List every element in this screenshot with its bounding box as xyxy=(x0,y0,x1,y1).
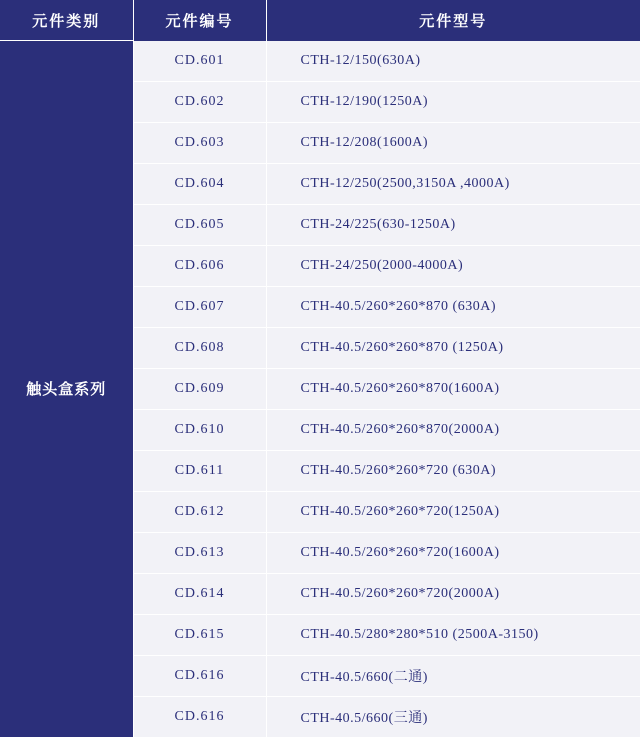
column-header-code: 元件编号 xyxy=(133,0,266,41)
column-header-category: 元件类别 xyxy=(0,0,133,41)
component-code: CD.616 xyxy=(133,696,266,737)
column-header-model: 元件型号 xyxy=(266,0,640,41)
component-code: CD.613 xyxy=(133,532,266,573)
component-model: CTH-24/250(2000-4000A) xyxy=(266,245,640,286)
component-code: CD.605 xyxy=(133,204,266,245)
table-header-row xyxy=(0,0,640,41)
component-code: CD.604 xyxy=(133,163,266,204)
component-model: CTH-40.5/660(三通) xyxy=(266,696,640,737)
component-model: CTH-40.5/260*260*870(1600A) xyxy=(266,368,640,409)
component-model: CTH-40.5/260*260*870 (1250A) xyxy=(266,327,640,368)
component-code: CD.607 xyxy=(133,286,266,327)
component-model: CTH-12/250(2500,3150A ,4000A) xyxy=(266,163,640,204)
component-code: CD.614 xyxy=(133,573,266,614)
component-model: CTH-12/190(1250A) xyxy=(266,81,640,122)
table-header xyxy=(0,0,640,41)
component-code: CD.602 xyxy=(133,81,266,122)
component-model: CTH-40.5/260*260*720 (630A) xyxy=(266,450,640,491)
table-row xyxy=(0,41,640,82)
component-model: CTH-40.5/660(二通) xyxy=(266,655,640,696)
component-code: CD.608 xyxy=(133,327,266,368)
component-model: CTH-40.5/280*280*510 (2500A-3150) xyxy=(266,614,640,655)
component-model: CTH-12/208(1600A) xyxy=(266,122,640,163)
component-code: CD.601 xyxy=(133,41,266,82)
component-code: CD.616 xyxy=(133,655,266,696)
component-model: CTH-40.5/260*260*720(1600A) xyxy=(266,532,640,573)
component-model: CTH-40.5/260*260*870 (630A) xyxy=(266,286,640,327)
component-code: CD.603 xyxy=(133,122,266,163)
component-code: CD.606 xyxy=(133,245,266,286)
component-model: CTH-40.5/260*260*720(1250A) xyxy=(266,491,640,532)
component-code: CD.609 xyxy=(133,368,266,409)
component-model: CTH-40.5/260*260*720(2000A) xyxy=(266,573,640,614)
component-code: CD.610 xyxy=(133,409,266,450)
component-code: CD.612 xyxy=(133,491,266,532)
category-cell: 触头盒系列 xyxy=(0,41,133,737)
component-code: CD.615 xyxy=(133,614,266,655)
component-model: CTH-24/225(630-1250A) xyxy=(266,204,640,245)
component-model: CTH-12/150(630A) xyxy=(266,41,640,82)
table-body xyxy=(0,41,640,737)
component-code: CD.611 xyxy=(133,450,266,491)
component-model: CTH-40.5/260*260*870(2000A) xyxy=(266,409,640,450)
